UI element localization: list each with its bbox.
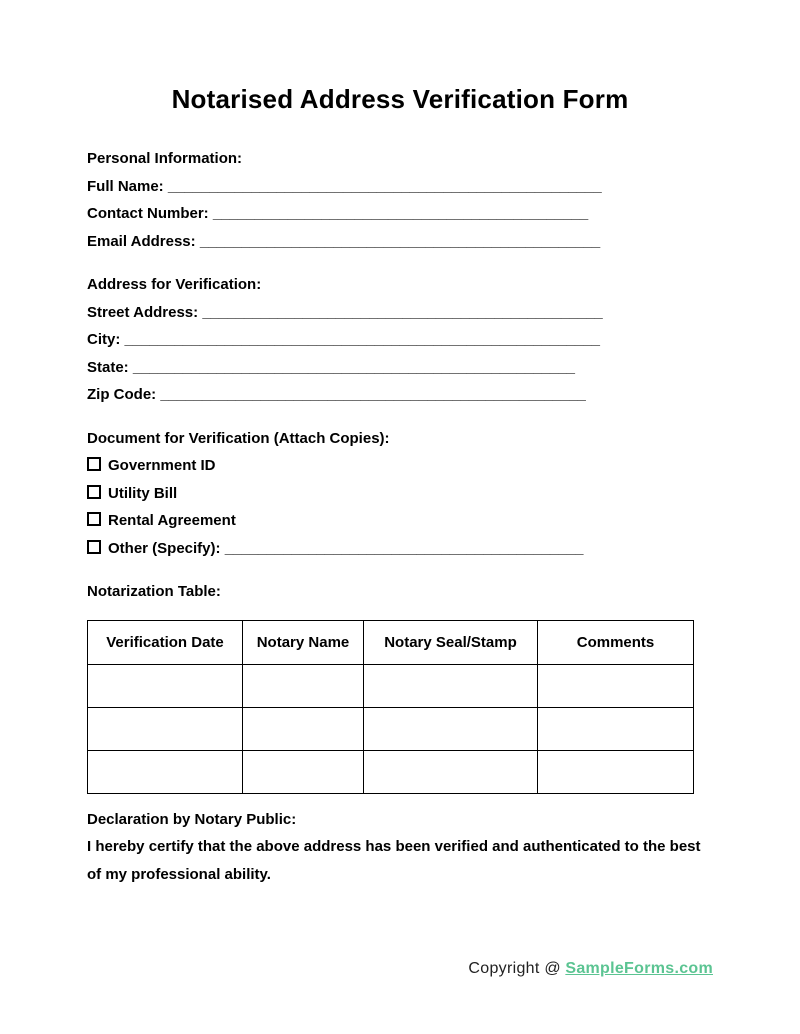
table-cell[interactable]: [88, 707, 243, 750]
table-header-cell: Verification Date: [88, 620, 243, 664]
section-personal-information: [87, 145, 713, 255]
table-cell[interactable]: [243, 664, 364, 707]
field-zip-code: [87, 381, 713, 409]
checkbox-label: Other (Specify):: [108, 539, 221, 557]
table-cell[interactable]: [364, 707, 538, 750]
notarization-table: [87, 620, 694, 794]
table-body: [88, 664, 694, 793]
contact-number-blank-line[interactable]: _____________________________________________: [212, 205, 589, 222]
checkbox-label: Government ID: [108, 457, 216, 474]
option-utility-bill: [87, 480, 713, 508]
checkbox-utility-bill[interactable]: [87, 485, 101, 499]
option-rental-agreement: [87, 507, 713, 535]
street-address-blank-line[interactable]: ________________________________________________: [202, 303, 603, 321]
table-header-cell: Comments: [538, 620, 694, 664]
field-label: City:: [87, 331, 121, 348]
footer: [468, 960, 713, 978]
table-cell[interactable]: [243, 707, 364, 750]
table-cell[interactable]: [88, 750, 243, 793]
table-row: [88, 750, 694, 793]
checkbox-label: Rental Agreement: [108, 512, 236, 529]
table-header-cell: Notary Seal/Stamp: [364, 620, 538, 664]
section-heading: Document for Verification (Attach Copies):: [87, 429, 390, 447]
table-header-cell: Notary Name: [243, 620, 364, 664]
field-label: Zip Code:: [87, 386, 157, 403]
table-row: [88, 707, 694, 750]
table-cell[interactable]: [243, 750, 364, 793]
table-cell[interactable]: [538, 750, 694, 793]
field-city: [87, 326, 713, 354]
option-government-id: [87, 452, 713, 480]
section-heading: Declaration by Notary Public:: [87, 810, 297, 828]
section-heading: Notarization Table:: [87, 583, 221, 600]
field-label: Contact Number:: [87, 205, 209, 222]
page-title: Notarised Address Verification Form: [171, 84, 629, 114]
city-blank-line[interactable]: _________________________________________________________: [124, 331, 601, 348]
section-heading: Personal Information:: [87, 150, 243, 167]
field-label: Street Address:: [87, 303, 199, 321]
section-notarization: [87, 578, 713, 794]
table-cell[interactable]: [88, 664, 243, 707]
other-specify-blank-line[interactable]: ___________________________________________: [224, 539, 584, 557]
field-street-address: [87, 299, 713, 327]
checkbox-government-id[interactable]: [87, 457, 101, 471]
zip-code-blank-line[interactable]: ___________________________________________________: [160, 386, 586, 403]
checkbox-rental-agreement[interactable]: [87, 512, 101, 526]
table-row: [88, 664, 694, 707]
table-header-row: [88, 620, 694, 664]
field-state: [87, 354, 713, 382]
field-label: State:: [87, 358, 129, 376]
field-label: Full Name:: [87, 177, 164, 195]
table-cell[interactable]: [364, 750, 538, 793]
checkbox-label: Utility Bill: [108, 484, 178, 502]
section-heading: Address for Verification:: [87, 276, 262, 293]
field-contact-number: [87, 200, 713, 228]
state-blank-line[interactable]: _____________________________________________________: [132, 358, 576, 376]
table-cell[interactable]: [364, 664, 538, 707]
table-cell[interactable]: [538, 664, 694, 707]
section-declaration: [87, 806, 713, 889]
sampleforms-link[interactable]: SampleForms.com: [565, 960, 713, 977]
email-address-blank-line[interactable]: ________________________________________________: [199, 232, 601, 250]
checkbox-other[interactable]: [87, 540, 101, 554]
declaration-text: I hereby certify that the above address has been verified and authenticated to the best of my professional ability.: [87, 838, 701, 883]
table-cell[interactable]: [538, 707, 694, 750]
field-full-name: [87, 173, 713, 201]
copyright-text: Copyright @: [468, 960, 561, 977]
section-address-verification: [87, 271, 713, 409]
section-documents: [87, 425, 713, 563]
field-email-address: [87, 228, 713, 256]
full-name-blank-line[interactable]: ____________________________________________________: [167, 177, 602, 195]
field-label: Email Address:: [87, 232, 196, 250]
option-other: [87, 535, 713, 563]
